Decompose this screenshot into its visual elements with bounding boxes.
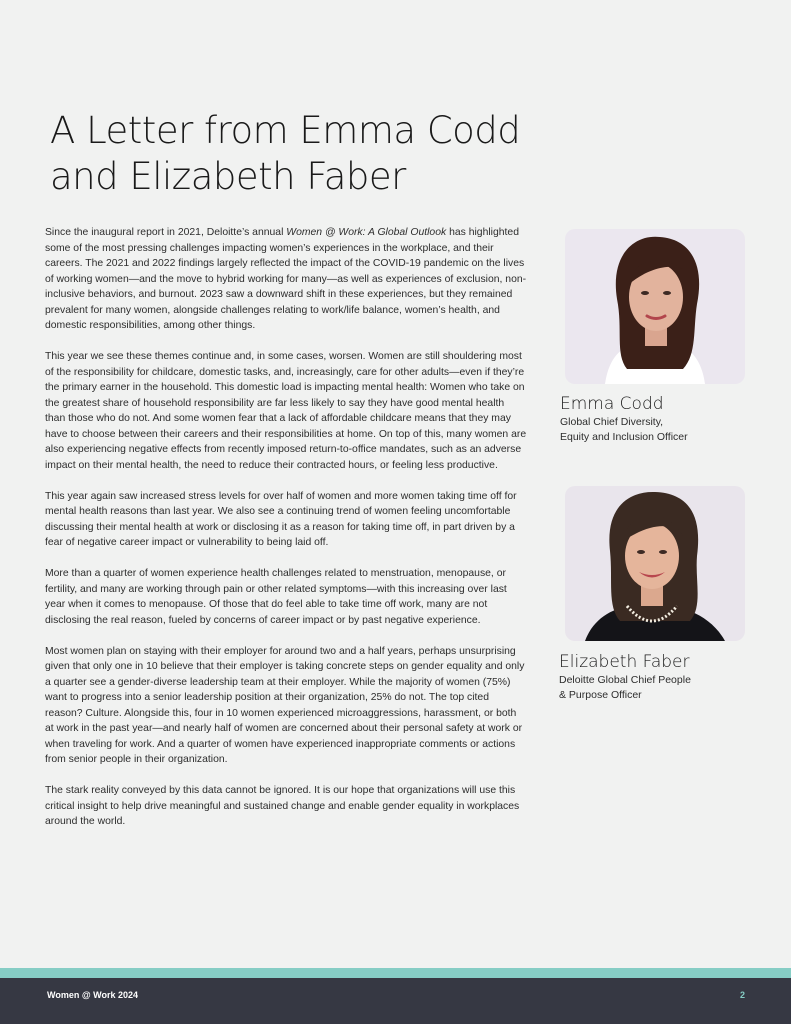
page-number: 2 [739,990,745,1000]
role-line-1: Global Chief Diversity, [560,416,664,428]
elizabeth-faber-photo [565,486,745,641]
title-line-1: A Letter from Emma Codd [50,109,521,152]
paragraph-4: More than a quarter of women experience health challenges related to menstruation, menopause, or fertility, and many are working through pain or other related symptoms—with this increasing over last year when it comes to menopause. Of those that do feel able to take time off work, many are not disclosing the real reason, fueled by concerns of career impact or by past negative experience. [45,568,507,626]
author-name-emma: Emma Codd [560,394,664,414]
page-title [50,108,570,200]
letter-body [45,225,527,845]
role-line-2: & Purpose Officer [559,689,642,701]
title-line-2: and Elizabeth Faber [50,155,406,198]
paragraph-5: Most women plan on staying with their employer for around two and a half years, perhaps unsurprising given that only one in 10 believe that their employer is taking concrete steps on gender equality and only a quarter see a gender-diverse leadership team at their employer. While the majority of women (75%) want to progress into a senior leadership position at their organization, 25% do not. The top cited reason? Culture. Alongside this, four in 10 women experienced microaggressions, harassment, or both at work in the past year—and nearly half of women are concerned about their personal safety at work or when traveling for work. And a quarter of women have experienced inappropriate comments or actions from senior people in their organization. [45,645,525,765]
emma-codd-photo [565,229,745,384]
footer-report-label: Women @ Work 2024 [47,990,138,1000]
author-role-elizabeth [559,673,759,703]
paragraph-1 [45,225,527,334]
paragraph-1-intro: Since the inaugural report in 2021, Deloitte’s annual [45,227,287,238]
paragraph-6: The stark reality conveyed by this data cannot be ignored. It is our hope that organizations will use this critical insight to help drive meaningful and sustained change and enable gender equality in workplaces around the world. [45,785,520,827]
report-title: Women @ Work: A Global Outlook [286,227,447,238]
paragraph-1-rest: has highlighted some of the most pressing challenges impacting women’s experiences in the workplace, and their careers. The 2021 and 2022 findings largely reflected the impact of the COVID-19 pandemic on the lives of working women—and the move to hybrid working for many—as well as experiences of exclusion, non-inclusive behaviors, and burnout. 2023 saw a downward shift in these experiences, but they remained prevalent for many women, alongside challenges relating to work/life balance, women’s health, and domestic responsibilities, among other things. [45,227,527,331]
author-role-emma [560,415,760,445]
author-name-elizabeth: Elizabeth Faber [559,652,690,672]
role-line-2: Equity and Inclusion Officer [560,431,688,443]
paragraph-3: This year again saw increased stress levels for over half of women and more women taking time off for mental health reasons than last year. We also see a continuing trend of women feeling uncomfortable discussing their mental health at work or disclosing it as a reason for taking time off, in part driven by a fear of negative career impact or vulnerability to being laid off. [45,490,517,548]
page-footer [0,978,791,1024]
paragraph-2: This year we see these themes continue and, in some cases, worsen. Women are still shouldering most of the responsibility for childcare, domestic tasks, and, increasingly, care for other adults—even if they’re the primary earner in the household. This domestic load is impacting mental health: Women who take on the greatest share of household responsibility are far less likely to say they have good mental health than those who do not. And some women fear that a lack of affordable childcare means that they may have to choose between their careers and their responsibilities at home. On top of this, many women are also experiencing negative effects from recently imposed return-to-office mandates, such as an adverse impact on their mental health, the need to reduce their contracted hours, or feeling less productive. [45,351,527,471]
role-line-1: Deloitte Global Chief People [559,674,691,686]
footer-accent-bar [0,968,791,978]
